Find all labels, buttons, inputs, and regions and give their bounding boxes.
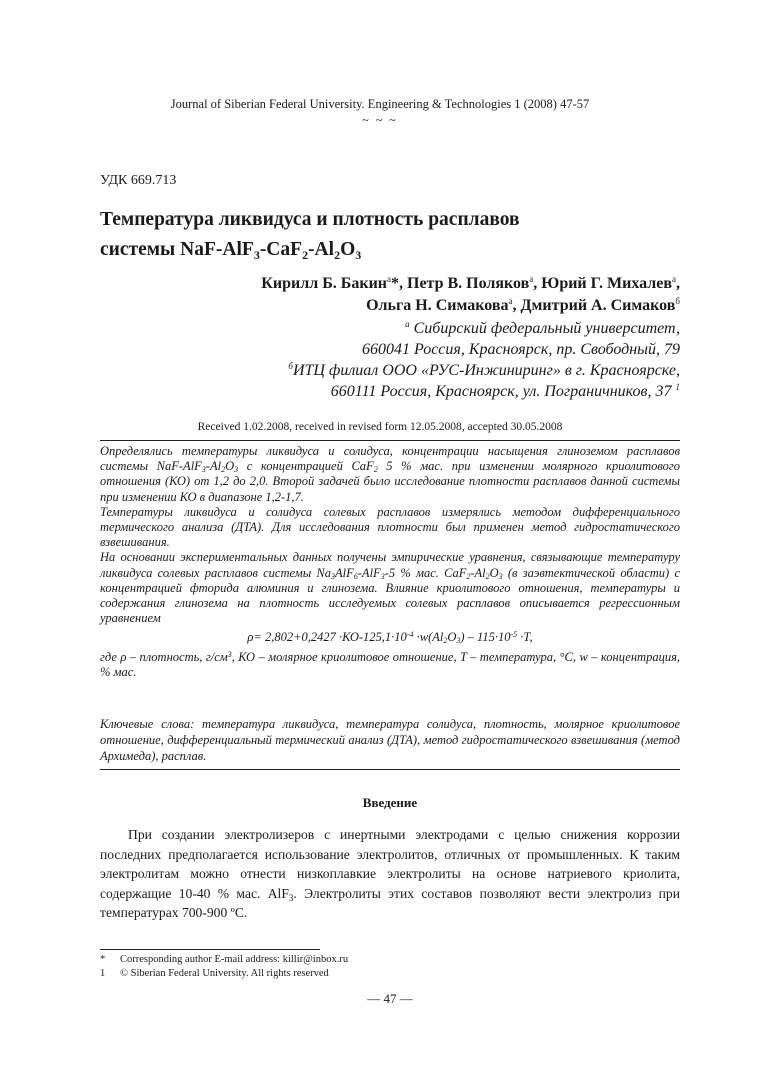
authors-line-1: Кирилл Б. Бакин$^а$*, Петр В. Поляков$^а$, Юрий Г. Михалев$^а$, — [261, 274, 680, 292]
affiliations-block — [288, 318, 680, 402]
abstract-paragraph-1: Определялись температуры ликвидуса и солидуса, концентрации насыщения глиноземом расплавов системы NaF-$AlF_3-Al_2O_3$ с концентрацией CaF$_2$ 5 % мас. при изменении молярного криолитового отношения (КО) от 1,2 до 2,0. Второй задачей было исследование плотности расплавов данной системы при изменении КО в диапазоне 1,2-1,7. — [100, 444, 680, 504]
affiliation-a-line-1: $^а$ Сибирский федеральный университет, — [405, 319, 680, 337]
abstract-top-rule — [100, 440, 680, 441]
introduction-paragraph: При создании электролизеров с инертными электродами с целью снижения коррозии последних предполагается использование электролитов, отличных от промышленных. К таким электролитам можно отнести низкоплавкие электролиты на основе натриевого криолита, содержащие 10-40 % мас. AlF$_3$. Электролиты этих составов позволяют вести электролиз при температурах 700-900 ºС. — [100, 827, 680, 920]
abstract-paragraph-2: Температуры ликвидуса и солидуса солевых расплавов измерялись методом дифференциального термического анализа (ДТА). Для исследования плотности был применен метод гидростатического взвешивания. — [100, 504, 680, 550]
footnotes — [100, 953, 348, 981]
authors-block — [261, 273, 680, 317]
footnote-rule — [100, 949, 320, 950]
abstract — [100, 444, 680, 680]
introduction-text — [100, 825, 680, 923]
abstract-bottom-rule — [100, 769, 680, 770]
abstract-paragraph-4: где ρ – плотность, $г/см^3$, КО – молярное криолитовое отношение, T – температура, °С, w – концентрация, % мас. — [100, 649, 681, 679]
section-heading-introduction: Введение — [362, 795, 418, 810]
footnote-item: 1 © Siberian Federal University. All rights reserved — [100, 968, 329, 979]
authors-line-2: Ольга Н. Симакова$^а$, Дмитрий А. Симаков$^б$ — [366, 296, 680, 314]
affiliation-a-line-2: 660041 Россия, Красноярск, пр. Свободный, 79 — [362, 341, 680, 358]
page-number: — 47 — — [367, 991, 413, 1006]
article-title — [100, 205, 520, 265]
footnote-item: * Corresponding author E-mail address: killir@inbox.ru — [100, 954, 349, 965]
abstract-paragraph-3: На основании экспериментальных данных получены эмпирические уравнения, связывающие температуру ликвидуса солевых расплавов системы $Na_3AlF_6-AlF_3-5$ % мас. $CaF_2-Al_2O_3$ (в заэвтектической области) с концентрацией фторида алюминия и глинозема. Влияние криолитового отношения, температуры и содержания глинозема на плотность исследуемых солевых расплавов описывается регрессионным уравнением — [100, 550, 681, 626]
journal-header: Journal of Siberian Federal University. Engineering & Technologies 1 (2008) 47-57 — [170, 97, 590, 111]
title-line-1: Температура ликвидуса и плотность расплавов — [100, 209, 520, 230]
keywords: Ключевые слова: температура ликвидуса, температура солидуса, плотность, молярное криолитовое отношение, дифференциальный термический анализ (ДТА), метод гидростатического взвешивания (метод Архимеда), расплав. — [100, 717, 680, 763]
title-line-2: системы NaF-$AlF_3-CaF_2-Al_2O_3$ — [100, 239, 362, 262]
density-formula: $\rho= 2,802+0,2427 \cdot КО-125,1\cdot 10^{-4} \cdot w(Al_2O_3) - 115\cdot 10^{-5} \cdot T$, — [247, 630, 533, 646]
affiliation-b-line-1: $^б$ИТЦ филиал ООО «РУС-Инжиниринг» в г. Красноярске, — [288, 361, 680, 379]
affiliation-b-line-2: 660111 Россия, Красноярск, ул. Пограничников, 37 $^1$ — [330, 382, 680, 400]
header-ornament: ~ ~ ~ — [362, 113, 398, 127]
received-dates: Received 1.02.2008, received in revised form 12.05.2008, accepted 30.05.2008 — [197, 421, 563, 433]
udk-code: УДК 669.713 — [100, 173, 177, 188]
